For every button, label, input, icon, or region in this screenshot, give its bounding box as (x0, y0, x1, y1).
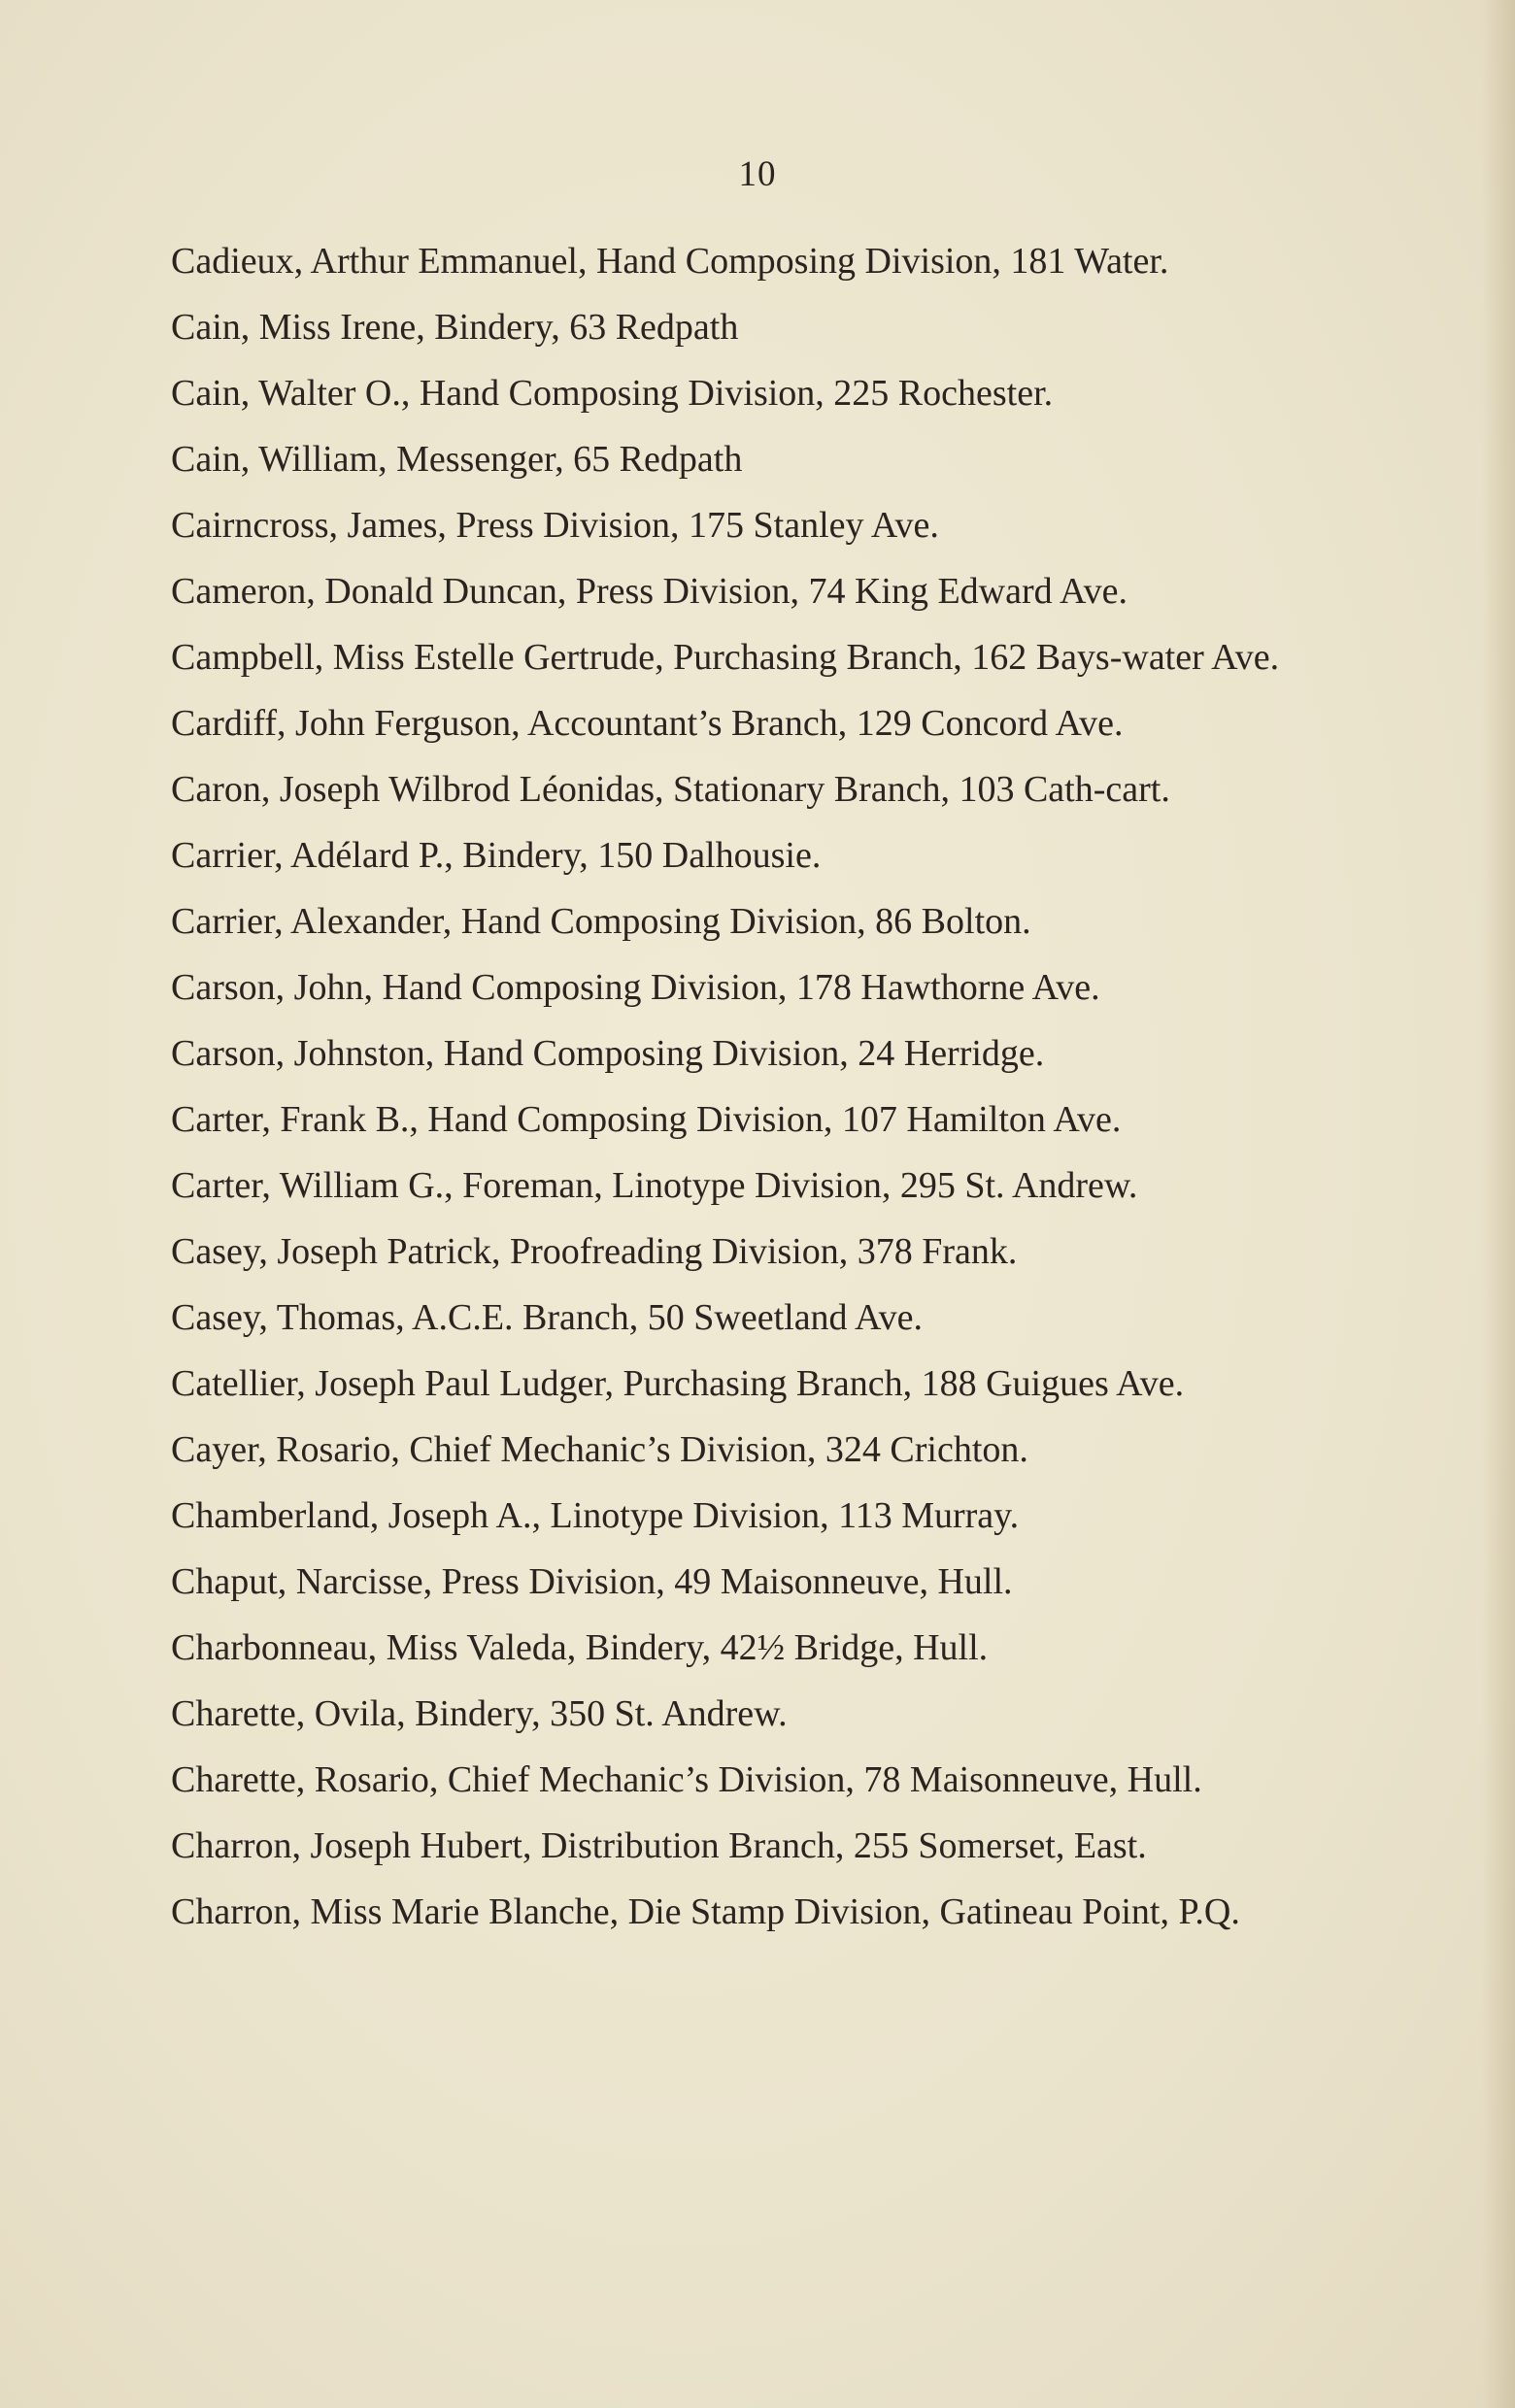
directory-entry: Cairncross, James, Press Division, 175 Stanley Ave. (171, 505, 939, 546)
directory-entry: Caron, Joseph Wilbrod Léonidas, Stationary Branch, 103 Cath-cart. (171, 769, 1170, 810)
directory-entry: Carrier, Adélard P., Bindery, 150 Dalhousie. (171, 835, 822, 876)
directory-entry: Charette, Rosario, Chief Mechanic’s Division, 78 Maisonneuve, Hull. (171, 1759, 1202, 1800)
page-number: 10 (738, 154, 777, 194)
directory-entry: Catellier, Joseph Paul Ludger, Purchasing Branch, 188 Guigues Ave. (171, 1363, 1185, 1404)
directory-entry: Cain, William, Messenger, 65 Redpath (171, 439, 743, 480)
directory-entry: Cain, Walter O., Hand Composing Division, 225 Rochester. (171, 373, 1054, 414)
directory-entry: Carson, John, Hand Composing Division, 178 Hawthorne Ave. (171, 967, 1100, 1008)
directory-entry: Charron, Joseph Hubert, Distribution Branch, 255 Somerset, East. (171, 1825, 1147, 1866)
directory-entry: Cain, Miss Irene, Bindery, 63 Redpath (171, 307, 739, 348)
directory-entry: Charbonneau, Miss Valeda, Bindery, 42½ Bridge, Hull. (171, 1627, 989, 1668)
directory-entry: Cardiff, John Ferguson, Accountant’s Branch, 129 Concord Ave. (171, 703, 1124, 744)
directory-entry: Cayer, Rosario, Chief Mechanic’s Division, 324 Crichton. (171, 1429, 1028, 1470)
directory-entry: Carter, William G., Foreman, Linotype Division, 295 St. Andrew. (171, 1165, 1138, 1206)
page-edge-shadow (1482, 0, 1515, 2408)
directory-entry: Carrier, Alexander, Hand Composing Division, 86 Bolton. (171, 901, 1031, 942)
directory-entry: Cameron, Donald Duncan, Press Division, 74 King Edward Ave. (171, 571, 1128, 612)
directory-list (171, 238, 1356, 1955)
directory-entry: Cadieux, Arthur Emmanuel, Hand Composing Division, 181 Water. (171, 241, 1169, 282)
directory-entry: Casey, Thomas, A.C.E. Branch, 50 Sweetland Ave. (171, 1297, 923, 1338)
directory-entry: Chamberland, Joseph A., Linotype Division, 113 Murray. (171, 1495, 1020, 1536)
directory-entry: Carson, Johnston, Hand Composing Division, 24 Herridge. (171, 1033, 1045, 1074)
directory-entry: Chaput, Narcisse, Press Division, 49 Maisonneuve, Hull. (171, 1561, 1013, 1602)
directory-entry: Casey, Joseph Patrick, Proofreading Division, 378 Frank. (171, 1231, 1018, 1272)
directory-entry: Charron, Miss Marie Blanche, Die Stamp Division, Gatineau Point, P.Q. (171, 1891, 1240, 1932)
directory-entry: Charette, Ovila, Bindery, 350 St. Andrew. (171, 1693, 788, 1734)
directory-entry: Campbell, Miss Estelle Gertrude, Purchasing Branch, 162 Bays-water Ave. (171, 637, 1280, 678)
directory-entry: Carter, Frank B., Hand Composing Division, 107 Hamilton Ave. (171, 1099, 1122, 1140)
